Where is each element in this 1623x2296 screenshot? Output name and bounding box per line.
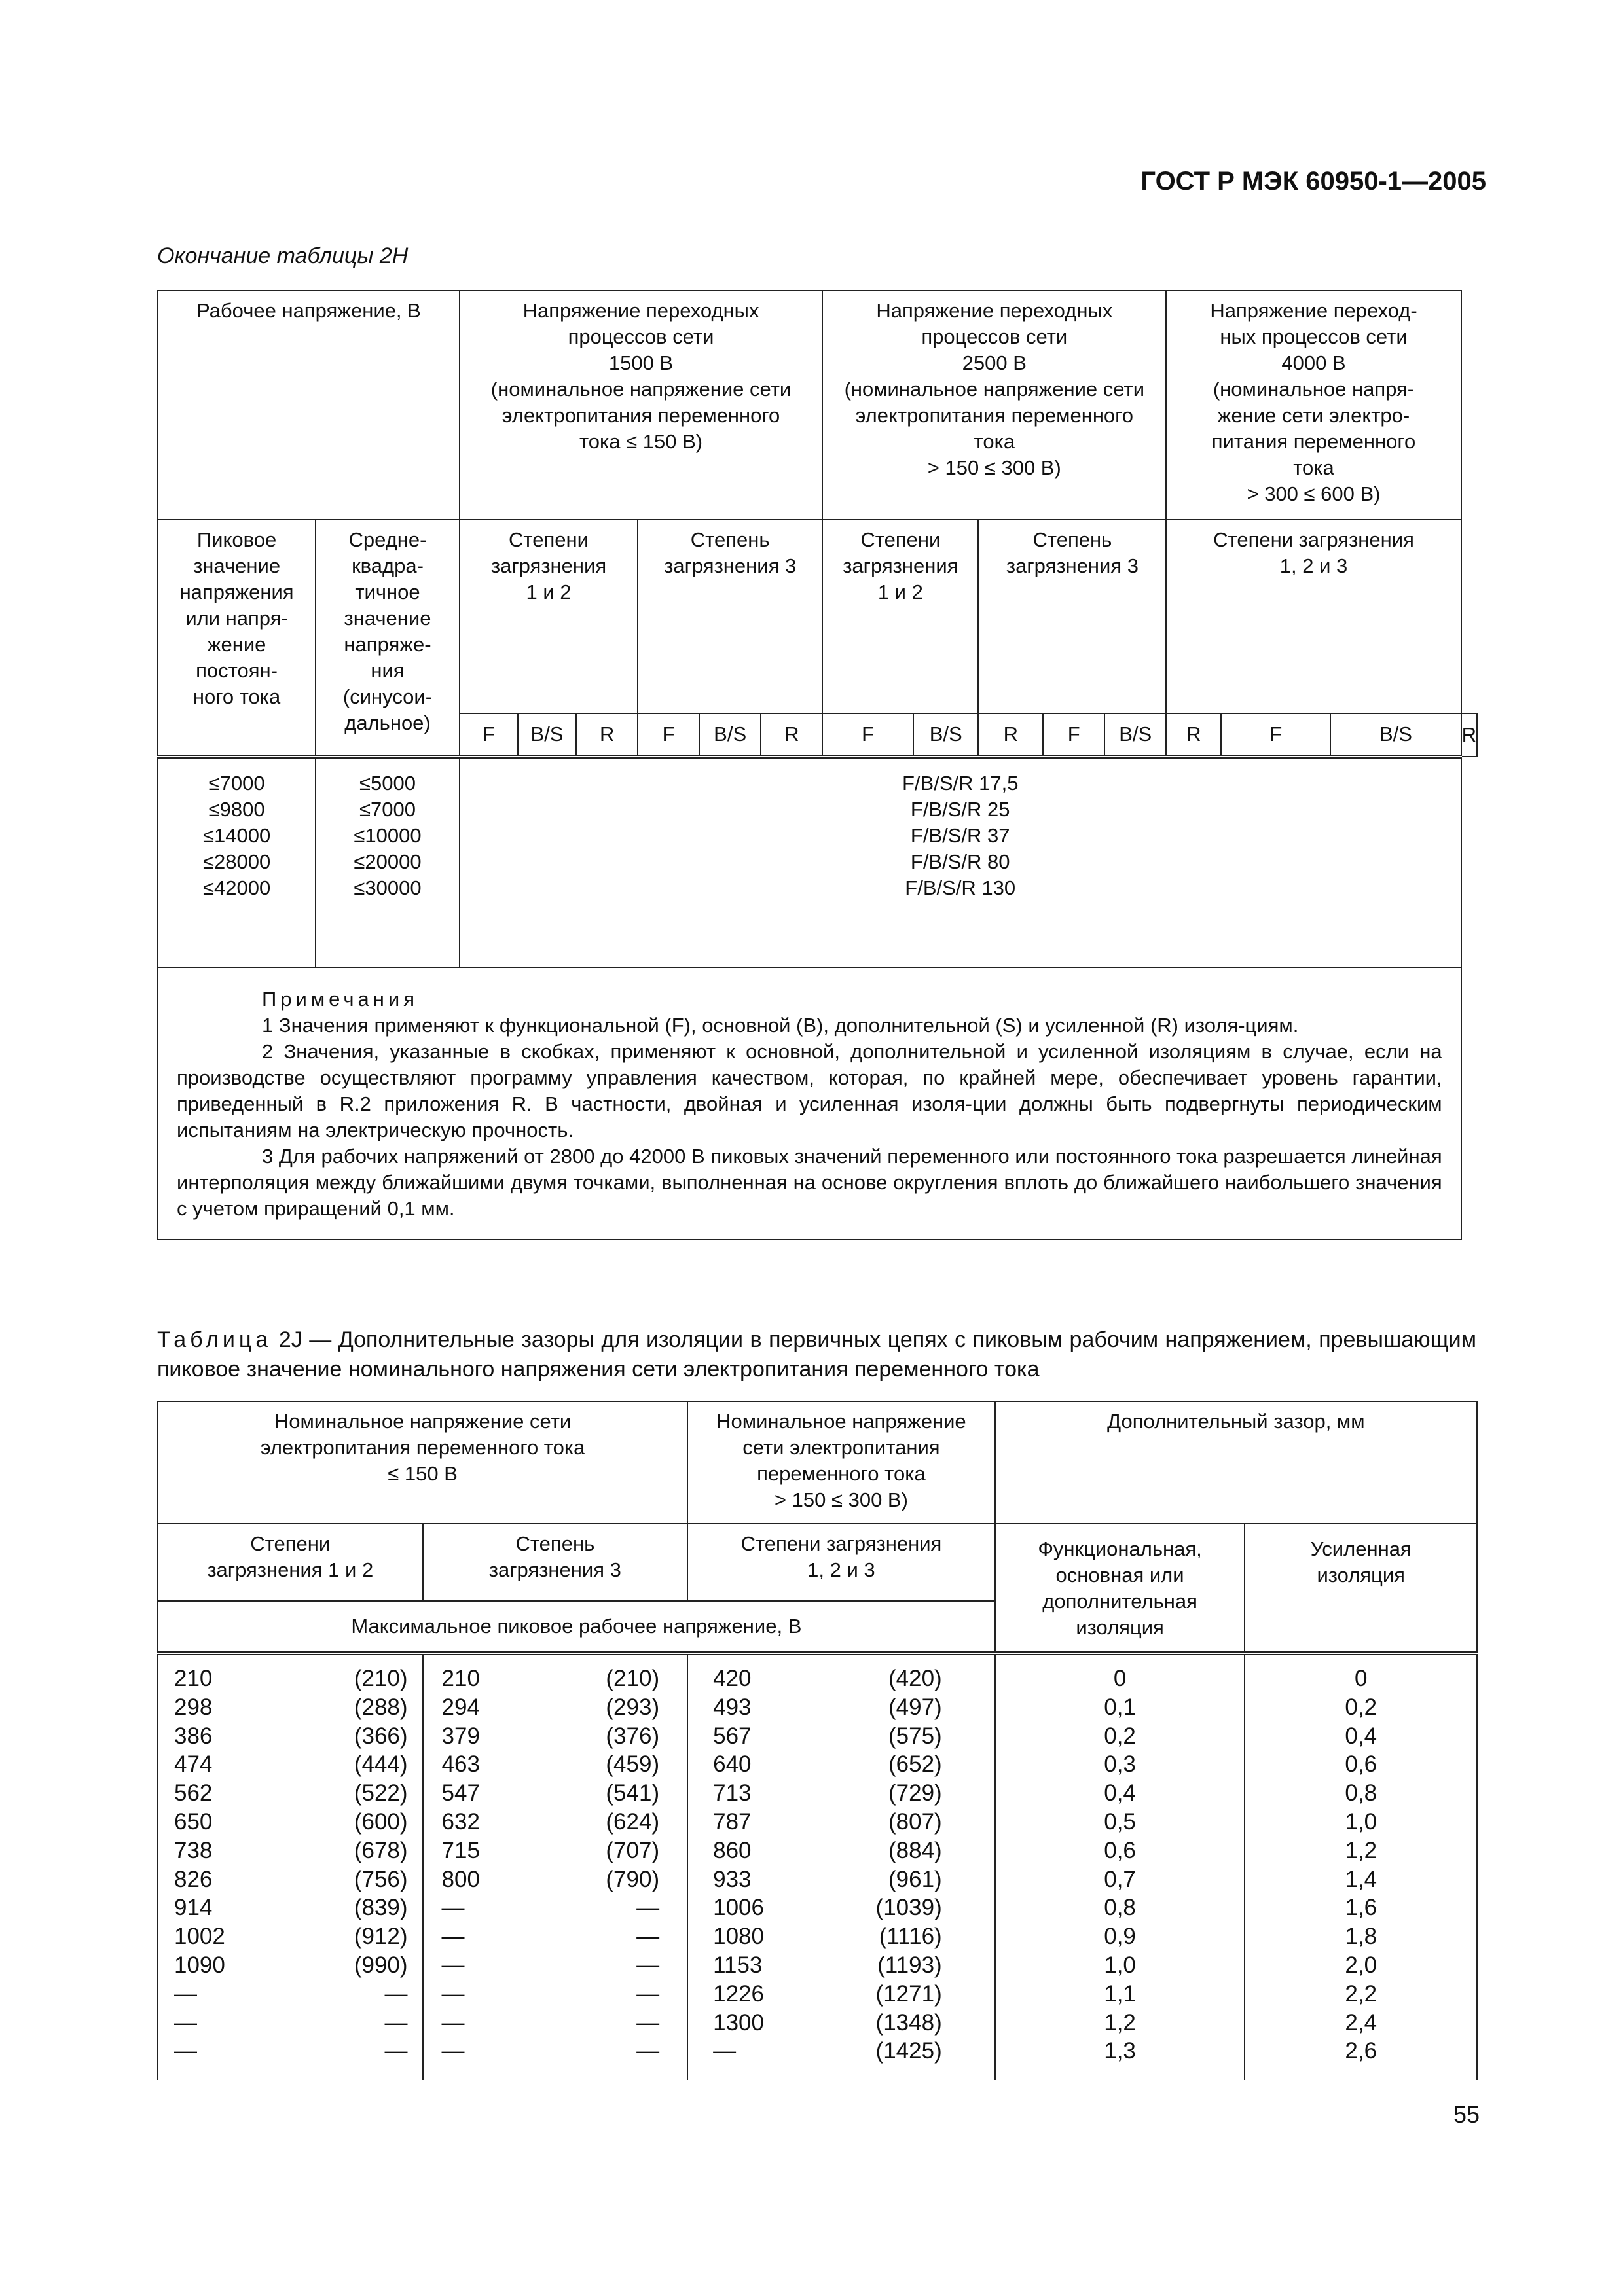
reinforced-clearance-values: 0 0,2 0,4 0,6 0,8 1,0 1,2 1,4 1,6 1,8 2,0 2,2 2,4 2,6 bbox=[1245, 1653, 1477, 2080]
insulation-label: R bbox=[761, 713, 822, 757]
functional-insulation-header: Функциональная, основная или дополнительная изоляция bbox=[995, 1524, 1245, 1653]
voltage-300-values: 420 493 567 640 713 787 860 933 1006 1080 1153 1226 1300 — bbox=[687, 1653, 845, 2080]
table-2j-caption bbox=[157, 1325, 1476, 1384]
note-2: 2 Значения, указанные в скобках, применяют к основной, дополнительной и усиленной изоляциям в случае, если на производстве осуществляют программу управления качеством, которая, по крайней мере, обеспечивает уровень гарантии, приведенный в R.2 приложения R. В частности, двойная и усиленная изоля-ции должны быть подвергнуты периодическим испытаниям на электрическую прочность. bbox=[177, 1040, 1442, 1141]
rms-voltage-values: ≤5000 ≤7000 ≤10000 ≤20000 ≤30000 bbox=[316, 757, 460, 967]
caption-label: Таблица bbox=[157, 1327, 272, 1352]
table-continuation-label: Окончание таблицы 2Н bbox=[157, 243, 409, 268]
insulation-label: R bbox=[1461, 713, 1477, 757]
peak-voltage-header: Пиковое значение напряжения или напря- жение постоян- ного тока bbox=[158, 520, 316, 757]
document-id: ГОСТ Р МЭК 60950-1—2005 bbox=[1140, 167, 1486, 196]
note-3: 3 Для рабочих напряжений от 2800 до 42000 В пиковых значений переменного или постоянного тока разрешается линейная интерполяция между ближайшими двумя точками, выполненная на основе округления вплоть до ближайшего наибольшего значения с учетом приращений 0,1 мм. bbox=[177, 1145, 1442, 1220]
note-1: 1 Значения применяют к функциональной (F), основной (B), дополнительной (S) и усиленной (R) изоля-циям. bbox=[262, 1014, 1299, 1037]
peak-voltage-values: ≤7000 ≤9800 ≤14000 ≤28000 ≤42000 bbox=[158, 757, 316, 967]
voltage-150-deg3-values: 210 294 379 463 547 632 715 800 — — — — — — bbox=[423, 1653, 580, 2080]
caption-text: 2J — Дополнительные зазоры для изоляции в первичных цепях с пиковым рабочим напряжением, превышающим пиковое значение номинального напряжения сети электропитания переменного тока bbox=[157, 1327, 1476, 1382]
insulation-label: R bbox=[576, 713, 638, 757]
reinforced-insulation-header: Усиленная изоляция bbox=[1245, 1524, 1477, 1653]
insulation-label: F bbox=[1043, 713, 1104, 757]
insulation-label: B/S bbox=[913, 713, 979, 757]
insulation-label: B/S bbox=[1104, 713, 1166, 757]
table-2j bbox=[157, 1401, 1478, 2080]
voltage-150-deg3-bracket-values: (210) (293) (376) (459) (541) (624) (707) (790) — — — — — — bbox=[579, 1653, 687, 2080]
insulation-label: F bbox=[638, 713, 699, 757]
functional-clearance-values: 0 0,1 0,2 0,3 0,4 0,5 0,6 0,7 0,8 0,9 1,0 1,1 1,2 1,3 bbox=[995, 1653, 1245, 2080]
insulation-label: R bbox=[978, 713, 1043, 757]
nominal-300-header: Номинальное напряжение сети электропитания переменного тока > 150 ≤ 300 В) bbox=[687, 1401, 995, 1524]
insulation-label: R bbox=[1166, 713, 1221, 757]
rms-voltage-header: Средне- квадра- тичное значение напряже- ния (синусои- дальное) bbox=[316, 520, 460, 757]
voltage-300-bracket-values: (420) (497) (575) (652) (729) (807) (884) (961) (1039) (1116) (1193) (1271) (1348) (1425) bbox=[845, 1653, 995, 2080]
insulation-label: F bbox=[460, 713, 518, 757]
transient-4000-header: Напряжение переход- ных процессов сети 4000 В (номинальное напря- жение сети электро- питания переменного тока > 300 ≤ 600 В) bbox=[1166, 291, 1461, 520]
voltage-150-deg12-bracket-values: (210) (288) (366) (444) (522) (600) (678) (756) (839) (912) (990) — — — bbox=[315, 1653, 423, 2080]
working-voltage-header: Рабочее напряжение, В bbox=[158, 291, 460, 520]
pollution-deg123-header: Степени загрязнения 1, 2 и 3 bbox=[687, 1524, 995, 1601]
table-notes bbox=[158, 967, 1461, 1240]
voltage-150-deg12-values: 210 298 386 474 562 650 738 826 914 1002 1090 — — — bbox=[158, 1653, 315, 2080]
table-2h bbox=[157, 290, 1478, 1240]
pollution-deg3-header: Степень загрязнения 3 bbox=[978, 520, 1166, 713]
pollution-deg3-header: Степень загрязнения 3 bbox=[638, 520, 822, 713]
pollution-deg3-header: Степень загрязнения 3 bbox=[423, 1524, 688, 1601]
insulation-label: F bbox=[1221, 713, 1330, 757]
pollution-deg12-header: Степени загрязнения 1 и 2 bbox=[460, 520, 638, 713]
pollution-deg12-header: Степени загрязнения 1 и 2 bbox=[822, 520, 978, 713]
insulation-label: B/S bbox=[518, 713, 576, 757]
notes-title: Примечания bbox=[262, 988, 418, 1011]
page-number: 55 bbox=[1453, 2101, 1480, 2128]
pollution-deg12-header: Степени загрязнения 1 и 2 bbox=[158, 1524, 423, 1601]
clearance-values: F/B/S/R 17,5 F/B/S/R 25 F/B/S/R 37 F/B/S/R 80 F/B/S/R 130 bbox=[460, 757, 1461, 967]
nominal-150-header: Номинальное напряжение сети электропитания переменного тока ≤ 150 В bbox=[158, 1401, 687, 1524]
pollution-deg123-header: Степени загрязнения 1, 2 и 3 bbox=[1166, 520, 1461, 713]
extra-clearance-header: Дополнительный зазор, мм bbox=[995, 1401, 1477, 1524]
max-peak-voltage-header: Максимальное пиковое рабочее напряжение, В bbox=[158, 1601, 995, 1653]
transient-1500-header: Напряжение переходных процессов сети 1500 В (номинальное напряжение сети электропитания переменного тока ≤ 150 В) bbox=[460, 291, 822, 520]
insulation-label: F bbox=[822, 713, 913, 757]
transient-2500-header: Напряжение переходных процессов сети 2500 В (номинальное напряжение сети электропитания переменного тока > 150 ≤ 300 В) bbox=[822, 291, 1166, 520]
insulation-label: B/S bbox=[699, 713, 761, 757]
insulation-label: B/S bbox=[1330, 713, 1461, 757]
